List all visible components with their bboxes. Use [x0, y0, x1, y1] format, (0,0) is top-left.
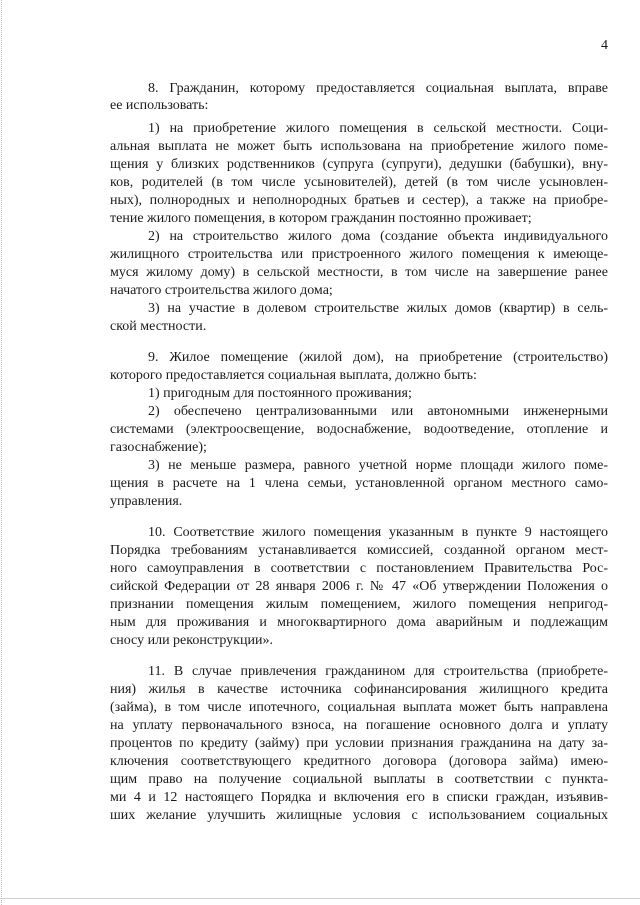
text-line: альная выплата не может быть использована на приобретение жилого поме- [110, 139, 608, 154]
text-line: 2) на строительство жилого дома (создание объекта индивидуального [148, 229, 608, 244]
text-line: ской местности. [110, 319, 207, 334]
text-line: 1) на приобретение жилого помещения в сельской местности. Соци- [148, 121, 608, 136]
text-line: ее использовать: [110, 98, 209, 113]
text-line: системами (электроосвещение, водоснабжение, водоотведение, отопление и [110, 422, 608, 437]
scan-edge-left [1, 0, 4, 905]
text-line: (займа), в том числе ипотечного, социальная выплата может быть направлена [110, 700, 608, 715]
text-line: управления. [110, 494, 183, 509]
text-line: 1) пригодным для постоянного проживания; [148, 386, 412, 401]
text-line: 2) обеспечено централизованными или автономными инженерными [148, 404, 608, 419]
text-line: ключения соответствующего кредитного договора (договора займа) имею- [110, 754, 608, 769]
text-line: ков, родителей (в том числе усыновителей), детей (в том числе усыновлен- [110, 175, 608, 190]
text-line: сийской Федерации от 28 января 2006 г. № 47 «Об утверждении Положения о [110, 579, 608, 594]
text-line: ного самоуправления в соответствии с постановлением Правительства Рос- [110, 561, 608, 576]
text-line: газоснабжение); [110, 440, 207, 455]
text-line: сносу или реконструкции». [110, 633, 273, 648]
text-line: щим право на получение социальной выплаты в соответствии с пункта- [110, 772, 608, 787]
text-line: муся жилому дому) в сельской местности, в том числе на завершение ранее [110, 265, 608, 280]
text-line: 11. В случае привлечения гражданином для строительства (приобрете- [148, 664, 608, 679]
text-line: ных), полнородных и неполнородных братьев и сестер), а также на приобре- [110, 193, 608, 208]
text-line: тение жилого помещения, в котором гражданин постоянно проживает; [110, 211, 532, 226]
text-line: ния) жилья в качестве источника софинансирования жилищного кредита [110, 682, 608, 697]
text-line: Порядка требованиям устанавливается комиссией, созданной органом мест- [110, 543, 608, 558]
text-line: которого предоставляется социальная выплата, должно быть: [110, 368, 477, 383]
text-line: процентов по кредиту (займу) при условии признания гражданина на дату за- [110, 736, 608, 751]
page-number: 4 [601, 38, 608, 53]
text-line: 3) на участие в долевом строительстве жилых домов (квартир) в сель- [148, 301, 608, 316]
text-line: 8. Гражданин, которому предоставляется социальная выплата, вправе [148, 81, 608, 96]
text-line: ших желание улучшить жилищные условия с использованием социальных [110, 808, 608, 823]
text-line: ным для проживания и многоквартирного дома аварийным и подлежащим [110, 615, 608, 630]
text-line: 10. Соответствие жилого помещения указанным в пункте 9 настоящего [148, 525, 608, 540]
text-line: 9. Жилое помещение (жилой дом), на приобретение (строительство) [148, 350, 608, 365]
text-line: на уплату первоначального взноса, на погашение основного долга и уплату [110, 718, 608, 733]
text-line: щения у близких родственников (супруга (супруги), дедушки (бабушки), вну- [110, 157, 608, 172]
scan-edge-bottom [0, 898, 640, 899]
text-line: жилищного строительства или пристроенного жилого помещения к имеюще- [110, 247, 608, 262]
text-line: 3) не меньше размера, равного учетной норме площади жилого поме- [148, 458, 608, 473]
text-line: признании помещения жилым помещением, жилого помещения непригод- [110, 597, 608, 612]
text-line: щения в расчете на 1 члена семьи, установленной органом местного само- [110, 476, 608, 491]
text-line: ми 4 и 12 настоящего Порядка и включения его в списки граждан, изъявив- [110, 790, 608, 805]
text-line: начатого строительства жилого дома; [110, 283, 333, 298]
